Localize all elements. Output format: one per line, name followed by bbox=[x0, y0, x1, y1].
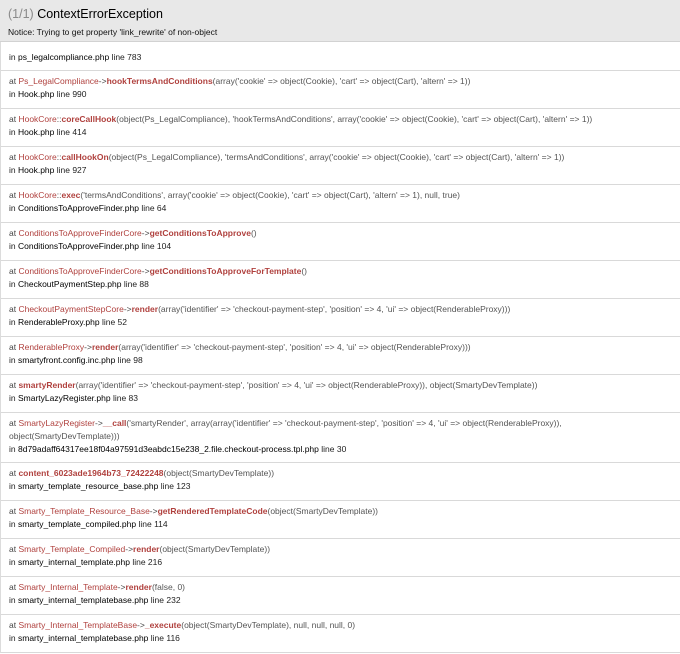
frame-separator: -> bbox=[141, 266, 150, 276]
frame-file: smarty_internal_templatebase.php bbox=[17, 633, 149, 643]
frame-line: line 30 bbox=[318, 444, 347, 454]
stack-frame bbox=[1, 577, 680, 615]
exception-message: Notice: Trying to get property 'link_rewrite' of non-object bbox=[8, 27, 218, 37]
frame-location bbox=[9, 240, 672, 253]
frame-args: (array('identifier' => 'checkout-payment-step', 'position' => 4, 'ui' => object(RenderableProxy)), object(SmartyDevTemplate)) bbox=[75, 380, 538, 390]
frame-args: (object(SmartyDevTemplate)) bbox=[267, 506, 379, 516]
stack-frame bbox=[1, 42, 680, 71]
frame-in-label: in bbox=[9, 481, 18, 491]
frame-file: smarty_template_resource_base.php bbox=[17, 481, 159, 491]
frame-location bbox=[9, 443, 672, 456]
frame-location bbox=[9, 202, 672, 215]
frame-line: line 114 bbox=[136, 519, 168, 529]
frame-location bbox=[9, 594, 672, 607]
frame-class: Ps_LegalCompliance bbox=[18, 76, 99, 86]
frame-function: _execute bbox=[144, 620, 182, 630]
frame-file: CheckoutPaymentStep.php bbox=[17, 279, 122, 289]
frame-file: ps_legalcompliance.php bbox=[17, 52, 110, 62]
frame-line: line 116 bbox=[148, 633, 180, 643]
frame-function: render bbox=[91, 342, 119, 352]
frame-separator: -> bbox=[137, 620, 145, 630]
frame-in-label: in bbox=[9, 52, 18, 62]
frame-function: getRenderedTemplateCode bbox=[157, 506, 268, 516]
frame-call bbox=[9, 467, 672, 480]
frame-args: (array('identifier' => 'checkout-payment-step', 'position' => 4, 'ui' => object(RenderableProxy))) bbox=[118, 342, 471, 352]
frame-class: ConditionsToApproveFinderCore bbox=[18, 228, 142, 238]
frame-in-label: in bbox=[9, 519, 18, 529]
frame-args: (array('identifier' => 'checkout-payment-step', 'position' => 4, 'ui' => object(RenderableProxy))) bbox=[158, 304, 511, 314]
frame-in-label: in bbox=[9, 203, 18, 213]
frame-class: RenderableProxy bbox=[18, 342, 85, 352]
frame-call bbox=[9, 543, 672, 556]
frame-location bbox=[9, 51, 672, 64]
frame-function: exec bbox=[61, 190, 81, 200]
frame-function: hookTermsAndConditions bbox=[106, 76, 213, 86]
frame-in-label: in bbox=[9, 633, 18, 643]
frame-in-label: in bbox=[9, 317, 18, 327]
frame-args: () bbox=[301, 266, 307, 276]
frame-at-label: at bbox=[9, 342, 19, 352]
exception-class: ContextErrorException bbox=[37, 7, 163, 21]
frame-call bbox=[9, 581, 672, 594]
frame-file: smartyfront.config.inc.php bbox=[17, 355, 116, 365]
frame-at-label: at bbox=[9, 418, 19, 428]
frame-location bbox=[9, 278, 672, 291]
frame-line: line 64 bbox=[138, 203, 167, 213]
frame-class: HookCore bbox=[18, 152, 57, 162]
frame-file: 8d79adaff64317ee18f04a97591d3eabdc15e238_2.file.checkout-process.tpl.php bbox=[17, 444, 319, 454]
frame-location bbox=[9, 518, 672, 531]
frame-line: line 83 bbox=[110, 393, 139, 403]
frame-separator: -> bbox=[84, 342, 92, 352]
frame-class: Smarty_Template_Resource_Base bbox=[18, 506, 150, 516]
frame-file: smarty_internal_templatebase.php bbox=[17, 595, 149, 605]
frame-function: coreCallHook bbox=[61, 114, 117, 124]
frame-line: line 88 bbox=[121, 279, 149, 289]
frame-line: line 104 bbox=[138, 241, 172, 251]
frame-at-label: at bbox=[9, 468, 19, 478]
frame-args: ('termsAndConditions', array('cookie' => object(Cookie), 'cart' => object(Cart), 'altern' => 1), null, true) bbox=[80, 190, 460, 200]
stack-frame bbox=[1, 375, 680, 413]
frame-line: line 123 bbox=[158, 481, 191, 491]
stack-frame bbox=[1, 413, 680, 463]
frame-separator: -> bbox=[149, 506, 158, 516]
frame-file: RenderableProxy.php bbox=[17, 317, 100, 327]
frame-args: (object(SmartyDevTemplate)) bbox=[159, 544, 271, 554]
frame-separator: -> bbox=[125, 544, 134, 554]
frame-separator: -> bbox=[117, 582, 126, 592]
stack-frame bbox=[1, 185, 680, 223]
frame-in-label: in bbox=[9, 557, 18, 567]
frame-class: Smarty_Internal_Template bbox=[18, 582, 118, 592]
stack-frame bbox=[1, 299, 680, 337]
frame-call bbox=[9, 505, 672, 518]
frame-at-label: at bbox=[9, 228, 19, 238]
stack-frame bbox=[1, 223, 680, 261]
frame-in-label: in bbox=[9, 355, 18, 365]
exception-header bbox=[0, 0, 680, 42]
frame-class: ConditionsToApproveFinderCore bbox=[18, 266, 142, 276]
stack-frame bbox=[1, 147, 680, 185]
frame-location bbox=[9, 88, 672, 101]
frame-location bbox=[9, 316, 672, 329]
frame-class: HookCore bbox=[18, 114, 57, 124]
frame-in-label: in bbox=[9, 165, 18, 175]
exception-title bbox=[8, 6, 672, 22]
frame-in-label: in bbox=[9, 89, 18, 99]
frame-line: line 927 bbox=[54, 165, 87, 175]
frame-in-label: in bbox=[9, 279, 18, 289]
frame-separator: -> bbox=[98, 76, 107, 86]
frame-file: Hook.php bbox=[17, 89, 55, 99]
frame-line: line 232 bbox=[148, 595, 181, 605]
frame-line: line 216 bbox=[129, 557, 163, 567]
frame-location bbox=[9, 632, 672, 645]
frame-at-label: at bbox=[9, 304, 19, 314]
stack-frame bbox=[1, 615, 680, 653]
frame-class: HookCore bbox=[18, 190, 57, 200]
frame-call bbox=[9, 265, 672, 278]
exception-count: (1/1) bbox=[8, 7, 34, 21]
frame-line: line 990 bbox=[54, 89, 87, 99]
frame-file: smarty_template_compiled.php bbox=[17, 519, 137, 529]
frame-at-label: at bbox=[9, 506, 19, 516]
frame-file: Hook.php bbox=[17, 127, 55, 137]
frame-args: (false, 0) bbox=[151, 582, 186, 592]
frame-in-label: in bbox=[9, 241, 18, 251]
frame-class: Smarty_Internal_TemplateBase bbox=[18, 620, 138, 630]
frame-function: getConditionsToApprove bbox=[149, 228, 251, 238]
frame-in-label: in bbox=[9, 444, 18, 454]
frame-location bbox=[9, 126, 672, 139]
frame-separator: :: bbox=[56, 114, 62, 124]
frame-location bbox=[9, 164, 672, 177]
frame-class: CheckoutPaymentStepCore bbox=[18, 304, 124, 314]
frame-line: line 414 bbox=[54, 127, 87, 137]
frame-file: ConditionsToApproveFinder.php bbox=[17, 203, 139, 213]
frame-separator: -> bbox=[123, 304, 132, 314]
frame-call bbox=[9, 189, 672, 202]
frame-file: ConditionsToApproveFinder.php bbox=[17, 241, 139, 251]
frame-separator: :: bbox=[56, 152, 62, 162]
frame-call bbox=[9, 417, 672, 443]
frame-args: (object(SmartyDevTemplate), null, null, null, 0) bbox=[181, 620, 356, 630]
frame-at-label: at bbox=[9, 380, 19, 390]
frame-call bbox=[9, 227, 672, 240]
frame-file: Hook.php bbox=[17, 165, 55, 175]
frame-call bbox=[9, 341, 672, 354]
frame-call bbox=[9, 379, 672, 392]
frame-function: render bbox=[125, 582, 152, 592]
frame-function: __call bbox=[102, 418, 127, 428]
frame-in-label: in bbox=[9, 595, 18, 605]
frame-call bbox=[9, 113, 672, 126]
frame-function: getConditionsToApproveForTemplate bbox=[149, 266, 302, 276]
stack-trace bbox=[0, 42, 680, 653]
frame-location bbox=[9, 392, 672, 405]
frame-at-label: at bbox=[9, 190, 19, 200]
frame-at-label: at bbox=[9, 152, 19, 162]
stack-frame bbox=[1, 501, 680, 539]
frame-separator: -> bbox=[141, 228, 150, 238]
frame-args: (object(Ps_LegalCompliance), 'hookTermsAndConditions', array('cookie' => object(Cookie), 'cart' => object(Cart), 'altern' => 1)) bbox=[116, 114, 593, 124]
frame-class: SmartyLazyRegister bbox=[18, 418, 95, 428]
frame-function: render bbox=[133, 544, 160, 554]
frame-in-label: in bbox=[9, 127, 18, 137]
frame-function: content_6023ade1964b73_72422248 bbox=[18, 468, 164, 478]
stack-frame bbox=[1, 463, 680, 501]
frame-call bbox=[9, 619, 672, 632]
frame-location bbox=[9, 556, 672, 569]
stack-frame bbox=[1, 539, 680, 577]
frame-at-label: at bbox=[9, 544, 19, 554]
frame-separator: :: bbox=[56, 190, 62, 200]
frame-args: () bbox=[250, 228, 257, 238]
frame-function: render bbox=[131, 304, 159, 314]
frame-separator: -> bbox=[94, 418, 103, 428]
stack-frame bbox=[1, 261, 680, 299]
frame-args: (object(Ps_LegalCompliance), 'termsAndConditions', array('cookie' => object(Cookie), 'cart' => object(Cart), 'altern' => 1)) bbox=[108, 152, 565, 162]
frame-at-label: at bbox=[9, 266, 19, 276]
frame-file: smarty_internal_template.php bbox=[17, 557, 130, 567]
stack-frame bbox=[1, 337, 680, 375]
frame-line: line 783 bbox=[109, 52, 142, 62]
frame-call bbox=[9, 75, 672, 88]
frame-args: ('smartyRender', array(array('identifier' => 'checkout-payment-step', 'position' => 4, 'ui' => object(RenderableProxy)), object(SmartyDevTemplate))) bbox=[9, 418, 562, 441]
frame-in-label: in bbox=[9, 393, 18, 403]
frame-call bbox=[9, 303, 672, 316]
frame-at-label: at bbox=[9, 620, 19, 630]
frame-at-label: at bbox=[9, 114, 19, 124]
frame-location bbox=[9, 354, 672, 367]
frame-at-label: at bbox=[9, 76, 19, 86]
frame-args: (array('cookie' => object(Cookie), 'cart' => object(Cart), 'altern' => 1)) bbox=[212, 76, 471, 86]
frame-args: (object(SmartyDevTemplate)) bbox=[163, 468, 275, 478]
stack-frame bbox=[1, 71, 680, 109]
frame-line: line 98 bbox=[115, 355, 143, 365]
frame-at-label: at bbox=[9, 582, 19, 592]
stack-frame bbox=[1, 109, 680, 147]
frame-function: smartyRender bbox=[18, 380, 76, 390]
frame-location bbox=[9, 480, 672, 493]
frame-line: line 52 bbox=[99, 317, 127, 327]
frame-call bbox=[9, 151, 672, 164]
frame-file: SmartyLazyRegister.php bbox=[17, 393, 111, 403]
frame-class: Smarty_Template_Compiled bbox=[18, 544, 126, 554]
frame-function: callHookOn bbox=[61, 152, 109, 162]
